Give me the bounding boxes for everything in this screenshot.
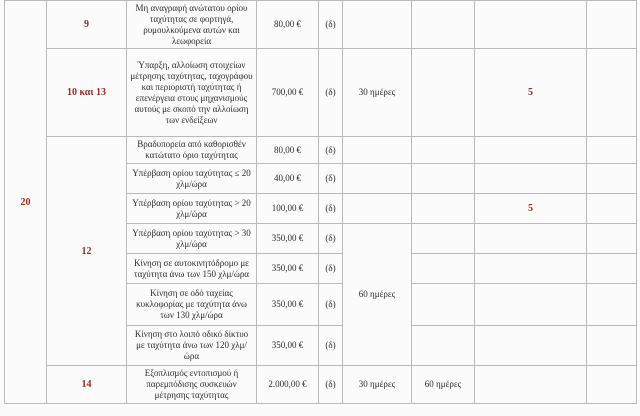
paragraph-cell: 10 και 13: [47, 49, 127, 137]
empty-cell: [475, 366, 587, 404]
penalty-code: (δ): [319, 224, 343, 254]
penalty-code: (δ): [319, 326, 343, 366]
empty-cell: [475, 137, 587, 164]
empty-cell: [343, 194, 412, 224]
penalty-code: (δ): [319, 164, 343, 194]
empty-cell: [587, 254, 637, 284]
empty-cell: [475, 224, 587, 254]
empty-cell: [587, 326, 637, 366]
fine-amount: 350,00 €: [257, 326, 319, 366]
offense-description: Κίνηση σε αυτοκινητόδρομο με ταχύτητα άνω των 150 χλμ/ώρα: [127, 254, 257, 284]
empty-cell: [587, 1, 637, 49]
license-suspension: 60 ημέρες: [343, 224, 412, 366]
offense-description: Υπέρβαση ορίου ταχύτητας > 30 χλμ/ώρα: [127, 224, 257, 254]
empty-cell: [475, 326, 587, 366]
penalty-code: (δ): [319, 194, 343, 224]
empty-cell: [412, 1, 475, 49]
empty-cell: [587, 49, 637, 137]
offense-description: Κίνηση στο λοιπό οδικό δίκτυο με ταχύτητα άνω των 120 χλμ/ώρα: [127, 326, 257, 366]
empty-cell: [412, 49, 475, 137]
empty-cell: [343, 1, 412, 49]
fine-amount: 80,00 €: [257, 137, 319, 164]
fine-amount: 100,00 €: [257, 194, 319, 224]
offense-description: Κίνηση σε οδό ταχείας κυκλοφορίας με ταχύτητα άνω των 130 χλμ/ώρα: [127, 284, 257, 326]
offense-description: Μη αναγραφή ανώτατου ορίου ταχύτητας σε φορτηγά, ρυμουλκούμενα αυτών και λεωφορεία: [127, 1, 257, 49]
fine-amount: 40,00 €: [257, 164, 319, 194]
table-row: [5, 137, 637, 164]
fine-amount: 80,00 €: [257, 1, 319, 49]
empty-cell: [475, 1, 587, 49]
empty-cell: [587, 366, 637, 404]
empty-cell: [343, 137, 412, 164]
offense-description: Βραδυπορεία από καθορισθέν κατώτατο όριο ταχύτητας: [127, 137, 257, 164]
table-row: [5, 1, 637, 49]
paragraph-cell: 14: [47, 366, 127, 404]
article-number-cell: 20: [5, 1, 47, 404]
offense-description: Υπέρβαση ορίου ταχύτητας ≤ 20 χλμ/ώρα: [127, 164, 257, 194]
empty-cell: [343, 164, 412, 194]
fine-amount: 2.000,00 €: [257, 366, 319, 404]
penalty-points: 5: [475, 49, 587, 137]
fine-amount: 350,00 €: [257, 284, 319, 326]
penalty-code: (δ): [319, 49, 343, 137]
fines-table: [4, 0, 637, 404]
penalty-code: (δ): [319, 137, 343, 164]
penalty-points: 5: [475, 194, 587, 224]
empty-cell: [587, 137, 637, 164]
empty-cell: [412, 254, 475, 284]
offense-description: Εξοπλισμός εντοπισμού ή παρεμπόδισης συσκευών μέτρησης ταχύτητας: [127, 366, 257, 404]
fine-amount: 350,00 €: [257, 254, 319, 284]
empty-cell: [412, 194, 475, 224]
offense-description: Υπέρβαση ορίου ταχύτητας > 20 χλμ/ώρα: [127, 194, 257, 224]
plates-removal: 60 ημέρες: [412, 366, 475, 404]
empty-cell: [412, 326, 475, 366]
penalty-code: (δ): [319, 254, 343, 284]
empty-cell: [587, 284, 637, 326]
table-row: [5, 49, 637, 137]
paragraph-cell: 9: [47, 1, 127, 49]
license-suspension: 30 ημέρες: [343, 49, 412, 137]
empty-cell: [475, 164, 587, 194]
penalty-code: (δ): [319, 366, 343, 404]
penalty-code: (δ): [319, 1, 343, 49]
empty-cell: [412, 284, 475, 326]
fine-amount: 350,00 €: [257, 224, 319, 254]
empty-cell: [475, 284, 587, 326]
offense-description: Ύπαρξη, αλλοίωση στοιχείων μέτρησης ταχύτητας, ταχογράφου και περιοριστή ταχύτητας ή επενέργεια στους μηχανισμούς αυτούς με σκοπό την αλλοίωση των ενδείξεων: [127, 49, 257, 137]
paragraph-cell: 12: [47, 137, 127, 366]
empty-cell: [587, 194, 637, 224]
empty-cell: [587, 164, 637, 194]
table-row: [5, 366, 637, 404]
fine-amount: 700,00 €: [257, 49, 319, 137]
empty-cell: [412, 164, 475, 194]
empty-cell: [587, 224, 637, 254]
license-suspension: 30 ημέρες: [343, 366, 412, 404]
empty-cell: [412, 137, 475, 164]
empty-cell: [412, 224, 475, 254]
empty-cell: [475, 254, 587, 284]
penalty-code: (δ): [319, 284, 343, 326]
